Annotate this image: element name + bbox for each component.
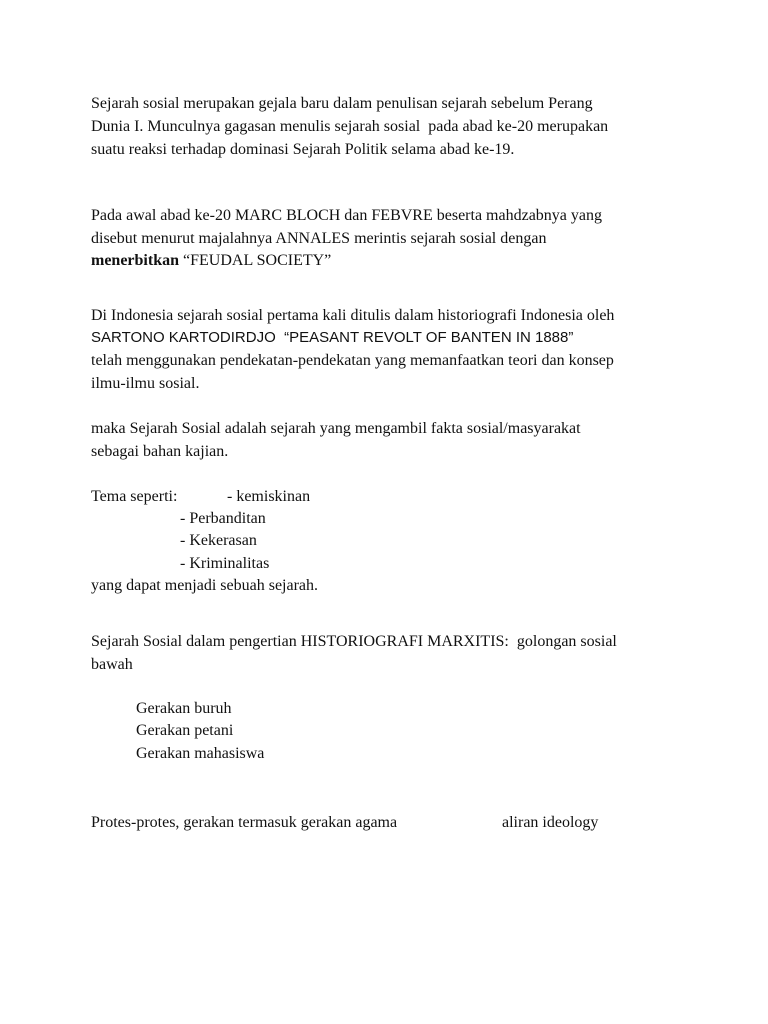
paragraph3-line4: ilmu-ilmu sosial. xyxy=(91,375,200,392)
paragraph3-line3: telah menggunakan pendekatan-pendekatan yang memanfaatkan teori dan konsep xyxy=(91,352,614,369)
bold-prefix: menerbitkan xyxy=(91,252,179,269)
final-line-right: aliran ideology xyxy=(502,814,599,831)
theme-item: - Kriminalitas xyxy=(180,555,270,572)
author-name: SARTONO KARTODIRDJO xyxy=(91,329,276,346)
paragraph5-line1: Sejarah Sosial dalam pengertian HISTORIOGRAFI MARXITIS: golongan sosial xyxy=(91,633,617,650)
movement-item: Gerakan petani xyxy=(136,722,234,739)
work-title: “PEASANT REVOLT OF BANTEN IN 1888” xyxy=(275,329,574,346)
paragraph4-line2: sebagai bahan kajian. xyxy=(91,443,229,460)
paragraph5-line2: bawah xyxy=(91,656,133,673)
movement-item: Gerakan mahasiswa xyxy=(136,745,265,762)
theme-item: - Perbanditan xyxy=(180,510,266,527)
book-title: “FEUDAL SOCIETY” xyxy=(179,252,332,269)
paragraph2-line1: Pada awal abad ke-20 MARC BLOCH dan FEBVRE beserta mahdzabnya yang xyxy=(91,207,602,224)
paragraph1-line3: suatu reaksi terhadap dominasi Sejarah Politik selama abad ke-19. xyxy=(91,141,515,158)
themes-label: Tema seperti: xyxy=(91,488,178,505)
paragraph2-line3 xyxy=(91,251,331,271)
final-line-left: Protes-protes, gerakan termasuk gerakan agama xyxy=(91,814,398,831)
theme-item: - Kekerasan xyxy=(180,532,257,549)
paragraph2-line2: disebut menurut majalahnya ANNALES merintis sejarah sosial dengan xyxy=(91,230,547,247)
paragraph1-line2: Dunia I. Munculnya gagasan menulis sejarah sosial pada abad ke-20 merupakan xyxy=(91,118,609,135)
paragraph3-line2 xyxy=(91,328,573,348)
paragraph1-line1: Sejarah sosial merupakan gejala baru dalam penulisan sejarah sebelum Perang xyxy=(91,95,593,112)
paragraph4-line1: maka Sejarah Sosial adalah sejarah yang mengambil fakta sosial/masyarakat xyxy=(91,420,581,437)
movement-item: Gerakan buruh xyxy=(136,700,232,717)
paragraph3-line1: Di Indonesia sejarah sosial pertama kali ditulis dalam historiografi Indonesia oleh xyxy=(91,307,615,324)
theme-item: - kemiskinan xyxy=(227,488,311,505)
themes-closing: yang dapat menjadi sebuah sejarah. xyxy=(91,577,319,594)
